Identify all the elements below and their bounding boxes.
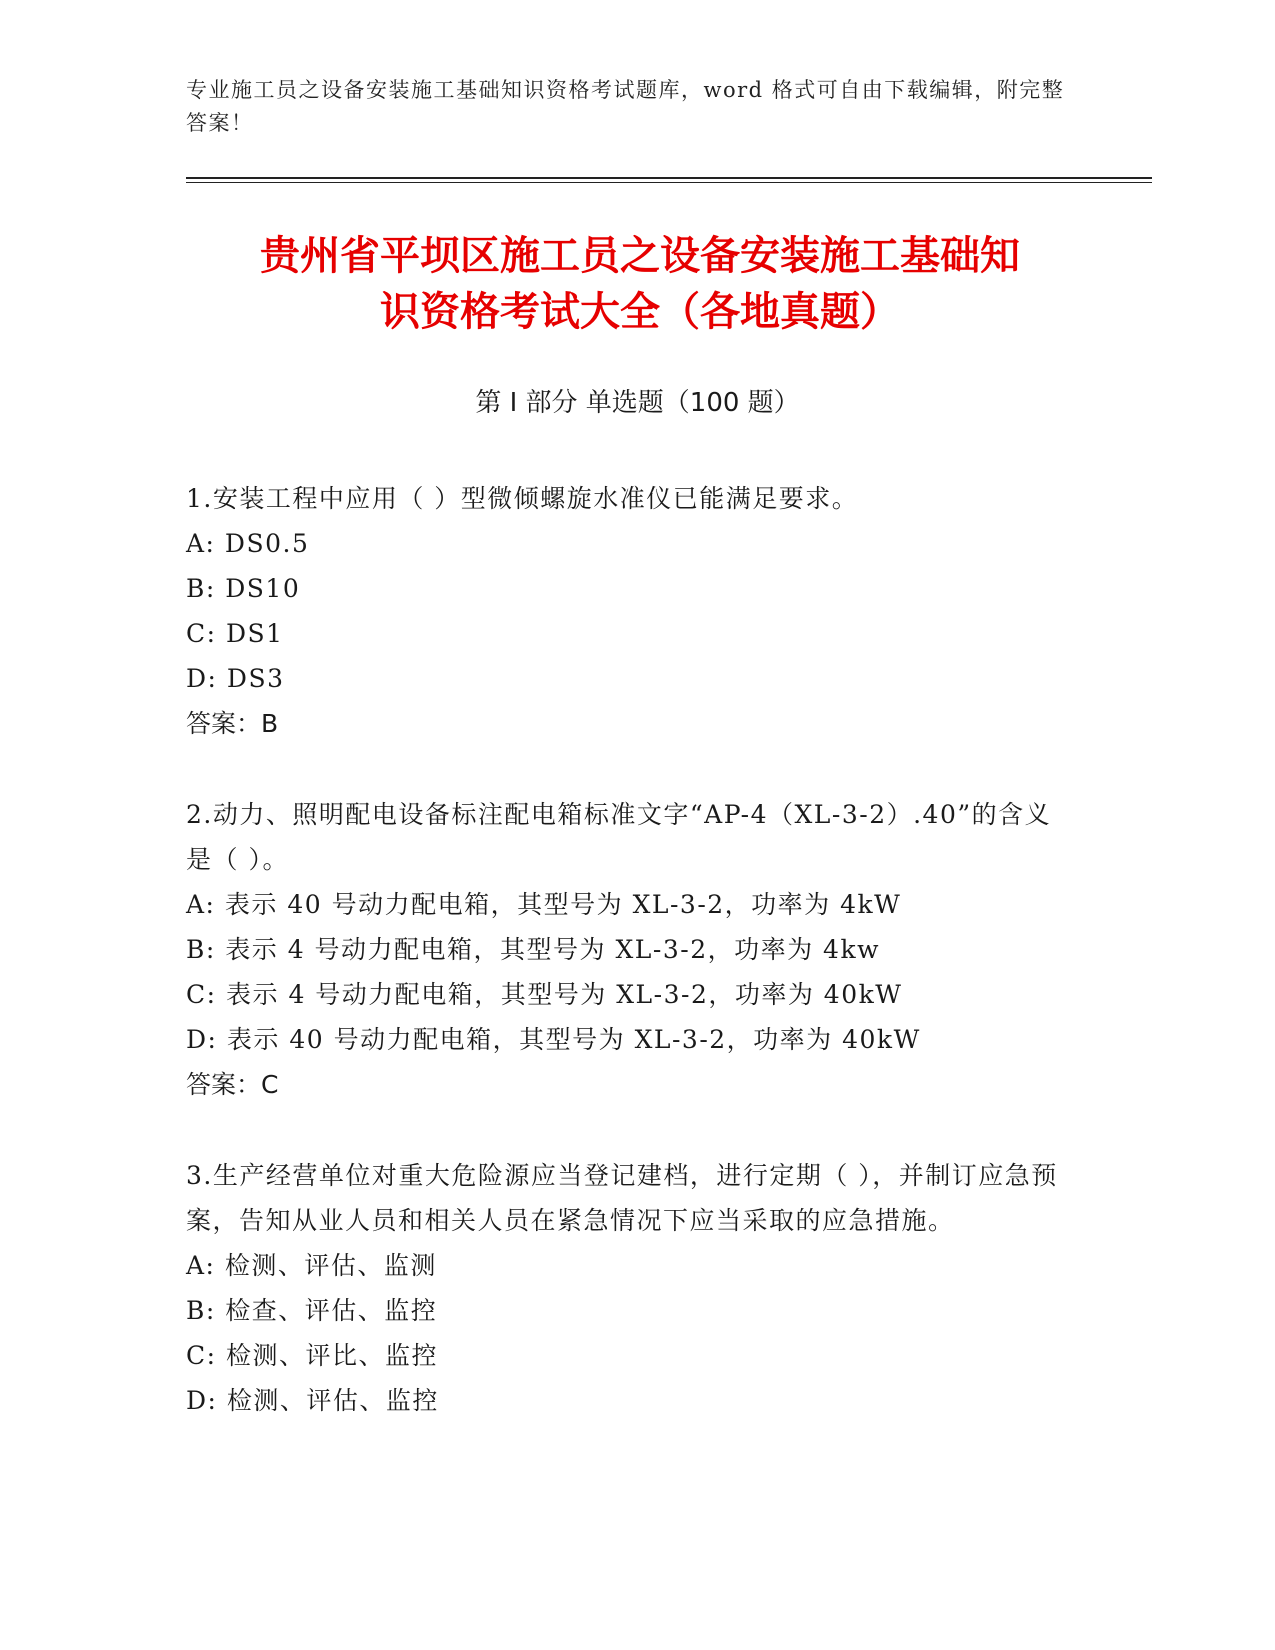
question-stem: 1.安装工程中应用（ ）型微倾螺旋水准仪已能满足要求。	[186, 484, 859, 513]
option-d: D: DS3	[186, 664, 285, 693]
header-note: 专业施工员之设备安装施工基础知识资格考试题库，word 格式可自由下载编辑，附完整答案！	[186, 78, 1065, 135]
option-b: B: DS10	[186, 574, 301, 603]
option-a: A: DS0.5	[186, 529, 310, 558]
option-c: C: 检测、评比、监控	[186, 1341, 438, 1370]
answer: 答案：B	[186, 709, 279, 738]
question-list	[186, 476, 1076, 1469]
option-d: D: 检测、评估、监控	[186, 1386, 439, 1415]
section-title: 第 I 部分 单选题（100 题）	[475, 388, 800, 418]
question-stem: 2.动力、照明配电设备标注配电箱标准文字“AP-4（XL-3-2）.40”的含义是（ ）。	[186, 800, 1052, 874]
option-d: D: 表示 40 号动力配电箱，其型号为 XL-3-2，功率为 40kW	[186, 1025, 921, 1054]
option-a: A: 表示 40 号动力配电箱，其型号为 XL-3-2，功率为 4kW	[186, 890, 902, 919]
title-line-1: 贵州省平坝区施工员之设备安装施工基础知	[260, 233, 1020, 279]
option-c: C: DS1	[186, 619, 284, 648]
document-title	[180, 228, 1100, 340]
option-b: B: 检查、评估、监控	[186, 1296, 438, 1325]
question-2	[186, 792, 1076, 1107]
answer: 答案：C	[186, 1070, 279, 1099]
question-3	[186, 1153, 1076, 1423]
header-rule-thin	[186, 182, 1152, 183]
question-1	[186, 476, 1076, 746]
title-line-2: 识资格考试大全（各地真题）	[380, 289, 900, 335]
option-a: A: 检测、评估、监测	[186, 1251, 437, 1280]
option-b: B: 表示 4 号动力配电箱，其型号为 XL-3-2，功率为 4kw	[186, 935, 880, 964]
header-rule-thick	[186, 177, 1152, 179]
question-stem: 3.生产经营单位对重大危险源应当登记建档，进行定期（ ），并制订应急预案，告知从业人员和相关人员在紧急情况下应当采取的应急措施。	[186, 1161, 1058, 1235]
option-c: C: 表示 4 号动力配电箱，其型号为 XL-3-2，功率为 40kW	[186, 980, 903, 1009]
